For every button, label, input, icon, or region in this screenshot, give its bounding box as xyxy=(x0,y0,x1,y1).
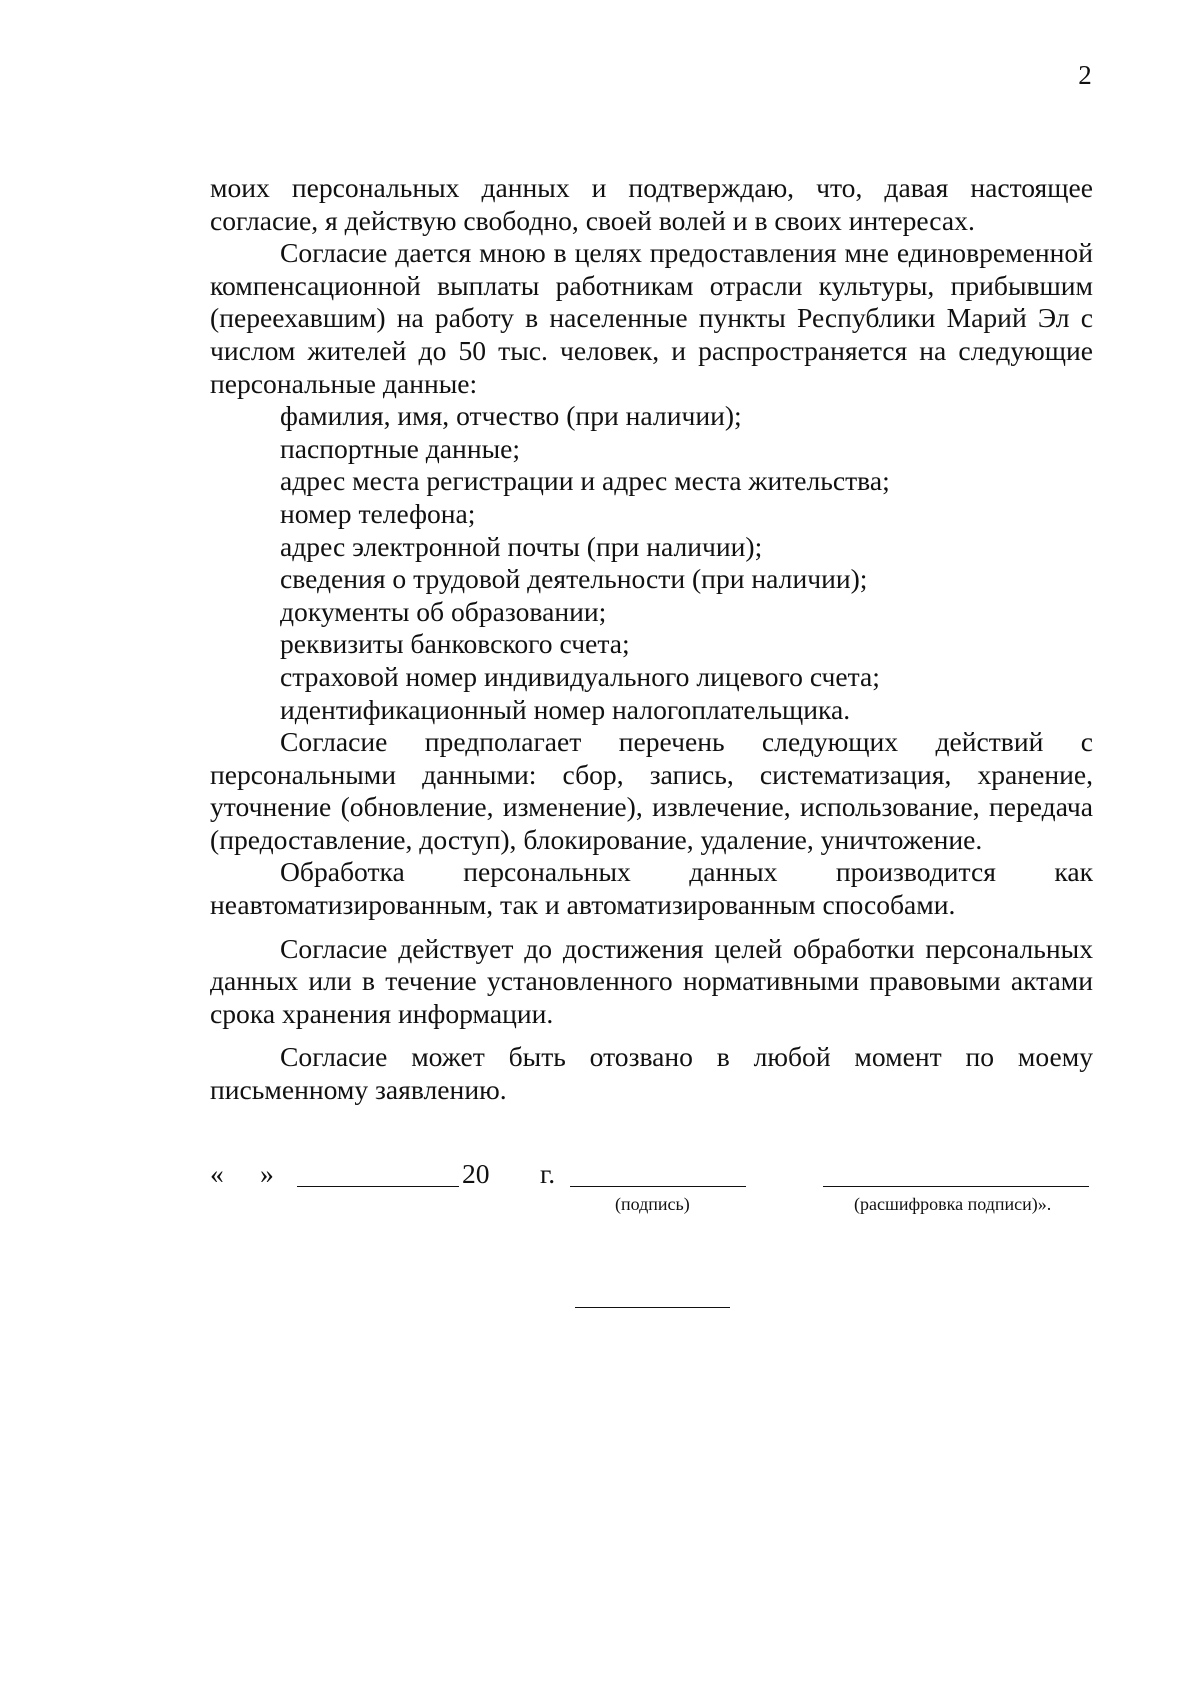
paragraph-consent-intro: моих персональных данных и подтверждаю, что, давая настоящее согласие, я действую свободно, своей волей и в своих интересах. xyxy=(210,172,1093,236)
document-body xyxy=(210,172,1093,1107)
paragraph-actions: Согласие предполагает перечень следующих действий с персональными данными: сбор, запись, систематизация, хранение, уточнение (обновление, изменение), извлечение, использование, передача (предоставление, доступ), блокирование, удаление, уничтожение. xyxy=(210,726,1093,855)
date-month-line xyxy=(297,1158,459,1187)
list-item: паспортные данные; xyxy=(280,432,521,464)
signature-decode-line xyxy=(823,1158,1089,1187)
end-rule xyxy=(575,1307,730,1308)
signature-block xyxy=(210,1158,1110,1218)
list-item: страховой номер индивидуального лицевого счета; xyxy=(280,660,880,692)
personal-data-list xyxy=(210,400,1093,726)
year-prefix: 20 xyxy=(462,1158,490,1189)
signature-decode-caption: (расшифровка подписи)». xyxy=(854,1194,1052,1214)
list-item: реквизиты банковского счета; xyxy=(280,628,630,660)
paragraph-consent-purpose: Согласие дается мною в целях предоставления мне единовременной компенсационной выплаты работникам отрасли культуры, прибывшим (переехавшим) на работу в населенные пункты Республики Марий Эл с числом жителей до 50 тыс. человек, и распространяется на следующие персональные данные: xyxy=(210,237,1093,399)
year-suffix: г. xyxy=(540,1158,556,1189)
list-item: адрес места регистрации и адрес места жительства; xyxy=(280,465,890,497)
quote-open: « xyxy=(210,1158,224,1189)
list-item: номер телефона; xyxy=(280,497,476,529)
list-item: документы об образовании; xyxy=(280,595,607,627)
signature-line xyxy=(570,1158,746,1187)
page-number: 2 xyxy=(1078,60,1092,90)
list-item: сведения о трудовой деятельности (при наличии); xyxy=(280,563,868,595)
paragraph-revocation: Согласие может быть отозвано в любой момент по моему письменному заявлению. xyxy=(210,1041,1093,1106)
quote-close: » xyxy=(260,1158,274,1189)
list-item: адрес электронной почты (при наличии); xyxy=(280,530,763,562)
list-item: фамилия, имя, отчество (при наличии); xyxy=(280,400,742,432)
paragraph-validity: Согласие действует до достижения целей обработки персональных данных или в течение установленного нормативными правовыми актами срока хранения информации. xyxy=(210,932,1093,1029)
signature-caption: (подпись) xyxy=(615,1194,690,1214)
paragraph-processing-methods: Обработка персональных данных производится как неавтоматизированным, так и автоматизированным способами. xyxy=(210,856,1093,921)
list-item: идентификационный номер налогоплательщика. xyxy=(280,693,851,725)
